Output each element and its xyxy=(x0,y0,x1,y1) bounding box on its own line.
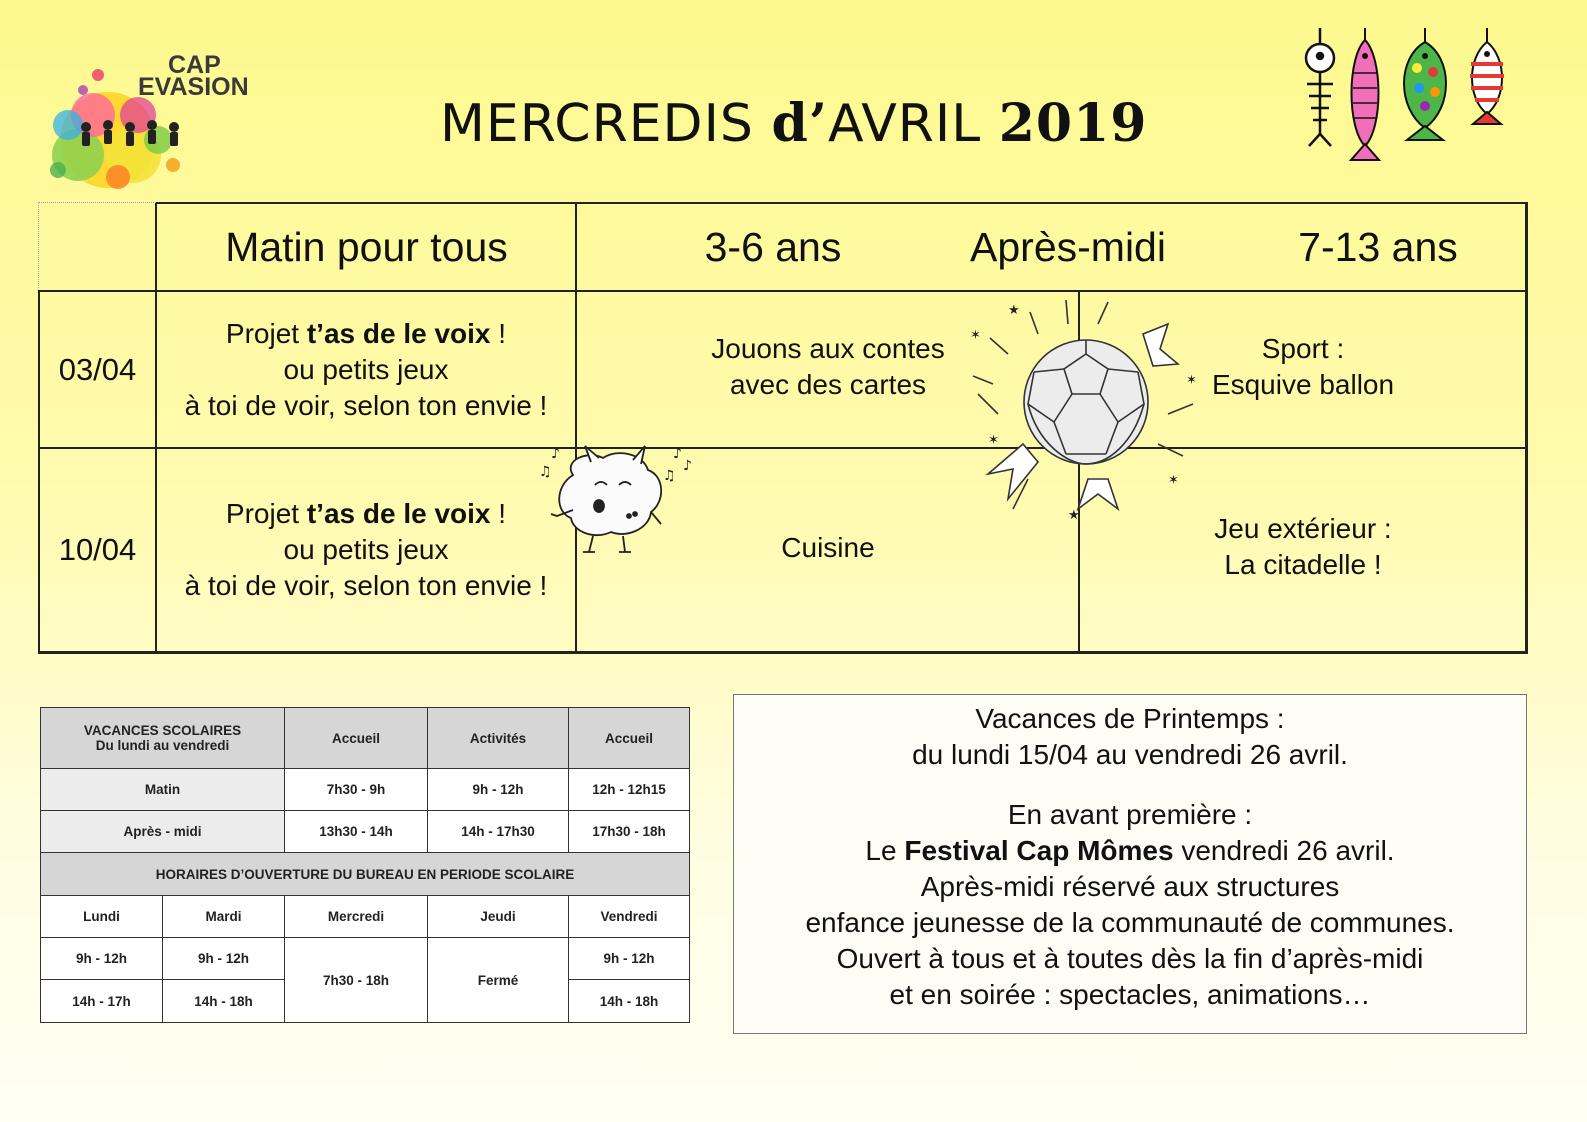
hours-col-activites: Activités xyxy=(428,708,569,769)
morning-suffix: ! xyxy=(490,497,507,529)
svg-text:♪: ♪ xyxy=(551,446,560,462)
info-line4 xyxy=(865,833,1394,869)
logo-text-cap: CAP xyxy=(168,51,221,79)
lundi-morning: 9h - 12h xyxy=(41,938,163,980)
hours-cell: 7h30 - 9h xyxy=(285,769,428,811)
svg-text:★: ★ xyxy=(1008,303,1020,318)
info-line4-prefix: Le xyxy=(865,835,905,866)
morning-line2: ou petits jeux xyxy=(283,353,449,385)
hours-header-label xyxy=(41,708,285,769)
day-lundi: Lundi xyxy=(41,896,163,938)
hours-row-apres-midi-label: Après - midi xyxy=(41,811,285,853)
svg-text:✶: ✶ xyxy=(970,328,981,343)
bureau-hours-title: HORAIRES D’OUVERTURE DU BUREAU EN PERIODE SCOLAIRE xyxy=(41,853,690,896)
young-line1: Jouons aux contes xyxy=(711,333,945,364)
old-cell-row-1 xyxy=(1178,312,1428,422)
hours-cell: 9h - 12h xyxy=(428,769,569,811)
svg-text:★: ★ xyxy=(1068,508,1080,523)
project-name: t’as de le voix xyxy=(306,497,491,529)
header-morning: Matin pour tous xyxy=(225,224,508,270)
title-part2: d’ xyxy=(771,93,828,154)
morning-prefix: Projet xyxy=(225,497,307,529)
hours-col-accueil-2: Accueil xyxy=(569,708,690,769)
old-line2: Esquive ballon xyxy=(1211,369,1395,400)
mardi-morning: 9h - 12h xyxy=(163,938,285,980)
svg-text:♪: ♪ xyxy=(683,458,692,474)
header-afternoon: Après-midi xyxy=(970,224,1166,270)
info-line2: du lundi 15/04 au vendredi 26 avril. xyxy=(912,739,1348,770)
festival-name: Festival Cap Mômes xyxy=(904,835,1174,866)
morning-cell-row-1 xyxy=(157,292,575,447)
info-line1: Vacances de Printemps : xyxy=(975,703,1285,734)
old-line1: Sport : xyxy=(1261,333,1345,364)
morning-line1 xyxy=(226,496,506,532)
vendredi-morning: 9h - 12h xyxy=(569,938,690,980)
info-line6: enfance jeunesse de la communauté de communes. xyxy=(805,907,1455,938)
lundi-afternoon: 14h - 17h xyxy=(41,980,163,1023)
header-age-old: 7-13 ans xyxy=(1298,224,1458,270)
info-line5: Après-midi réservé aux structures xyxy=(920,871,1340,902)
day-mardi: Mardi xyxy=(163,896,285,938)
title-part3: AVRIL xyxy=(827,94,999,154)
svg-text:♫: ♫ xyxy=(539,464,552,480)
old-line2: La citadelle ! xyxy=(1224,549,1382,580)
fish-decoration xyxy=(1287,28,1527,168)
young-line2: avec des cartes xyxy=(729,369,927,400)
striped-fish-icon xyxy=(1470,28,1504,124)
morning-line2: ou petits jeux xyxy=(283,533,449,565)
hours-row-matin-label: Matin xyxy=(41,769,285,811)
morning-line1 xyxy=(226,316,506,352)
spring-holidays-info xyxy=(733,694,1527,1034)
cap-evasion-logo xyxy=(38,45,249,195)
svg-text:✶: ✶ xyxy=(988,433,999,448)
old-line1: Jeu extérieur : xyxy=(1214,513,1392,544)
project-name: t’as de le voix xyxy=(306,317,491,349)
old-cell-row-2 xyxy=(1178,492,1428,602)
ball-icon xyxy=(968,294,1208,524)
logo-text-evasion: EVASION xyxy=(138,73,249,101)
mercredi-hours: 7h30 - 18h xyxy=(285,938,428,1023)
vendredi-afternoon: 14h - 18h xyxy=(569,980,690,1023)
singing-creature-icon xyxy=(533,440,703,560)
morning-cell-row-2 xyxy=(157,472,575,627)
pink-fish-icon xyxy=(1351,28,1379,160)
page-title xyxy=(440,88,1200,160)
title-year: 2019 xyxy=(998,93,1148,154)
morning-line3: à toi de voir, selon ton envie ! xyxy=(184,389,548,421)
hours-cell: 14h - 17h30 xyxy=(428,811,569,853)
info-line4-suffix: vendredi 26 avril. xyxy=(1173,835,1395,866)
day-mercredi: Mercredi xyxy=(285,896,428,938)
day-jeudi: Jeudi xyxy=(428,896,569,938)
svg-text:✶: ✶ xyxy=(1186,373,1197,388)
svg-text:♫: ♫ xyxy=(663,468,676,484)
morning-prefix: Projet xyxy=(225,317,307,349)
hours-header-line1: VACANCES SCOLAIRES xyxy=(83,723,242,738)
schedule-table xyxy=(38,202,1528,654)
green-fish-icon xyxy=(1404,28,1446,140)
fishbone-icon xyxy=(1306,28,1334,146)
young-cell-row-2: Cuisine xyxy=(781,532,875,563)
info-line8: et en soirée : spectacles, animations… xyxy=(889,979,1371,1010)
header-age-young: 3-6 ans xyxy=(704,224,842,270)
date-row-2: 10/04 xyxy=(58,532,137,567)
info-line3: En avant première : xyxy=(1007,799,1253,830)
hours-table xyxy=(40,707,689,1022)
hours-cell: 12h - 12h15 xyxy=(569,769,690,811)
mardi-afternoon: 14h - 18h xyxy=(163,980,285,1023)
svg-text:✶: ✶ xyxy=(1168,473,1179,488)
young-cell-row-1 xyxy=(658,312,998,422)
hours-cell: 17h30 - 18h xyxy=(569,811,690,853)
info-line7: Ouvert à tous et à toutes dès la fin d’après-midi xyxy=(836,943,1424,974)
morning-line3: à toi de voir, selon ton envie ! xyxy=(184,569,548,601)
morning-suffix: ! xyxy=(490,317,507,349)
svg-text:♪: ♪ xyxy=(673,446,682,462)
hours-header-line2: Du lundi au vendredi xyxy=(95,738,230,753)
title-part1: MERCREDIS xyxy=(440,94,772,154)
jeudi-hours: Fermé xyxy=(428,938,569,1023)
hours-cell: 13h30 - 14h xyxy=(285,811,428,853)
date-row-1: 03/04 xyxy=(58,351,137,387)
hours-col-accueil: Accueil xyxy=(285,708,428,769)
day-vendredi: Vendredi xyxy=(569,896,690,938)
